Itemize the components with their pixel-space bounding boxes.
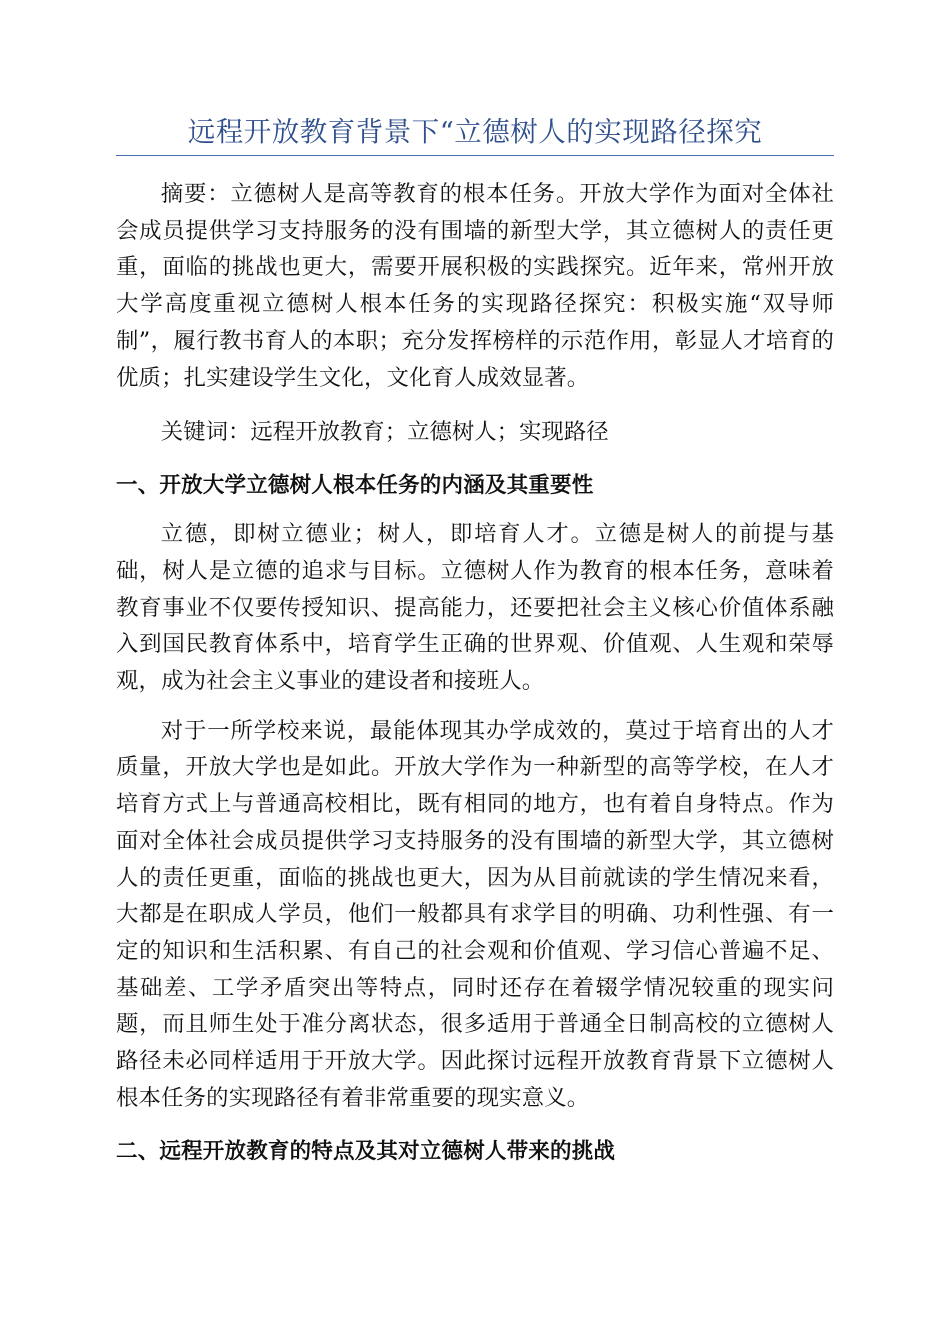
abstract-paragraph: 摘要：立德树人是高等教育的根本任务。开放大学作为面对全体社会成员提供学习支持服务的没有围墙的新型大学，其立德树人的责任更重，面临的挑战也更大，需要开展积极的实践探究。近年来，常州开放大学高度重视立德树人根本任务的实现路径探究：积极实施“双导师制”，履行教书育人的本职；充分发挥榜样的示范作用，彰显人才培育的优质；扎实建设学生文化，文化育人成效显著。 bbox=[116, 181, 834, 391]
title-underline bbox=[116, 155, 834, 156]
section-1-paragraph-2: 对于一所学校来说，最能体现其办学成效的，莫过于培育出的人才质量，开放大学也是如此。开放大学作为一种新型的高等学校，在人才培育方式上与普通高校相比，既有相同的地方，也有着自身特点。作为面对全体社会成员提供学习支持服务的没有围墙的新型大学，其立德树人的责任更重，面临的挑战也更大，因为从目前就读的学生情况来看，大都是在职成人学员，他们一般都具有求学目的明确、功利性强、有一定的知识和生活积累、有自己的社会观和价值观、学习信心普遍不足、基础差、工学矛盾突出等特点，同时还存在着辍学情况较重的现实问题，而且师生处于准分离状态，很多适用于普通全日制高校的立德树人路径未必同样适用于开放大学。因此探讨远程开放教育背景下立德树人根本任务的实现路径有着非常重要的现实意义。 bbox=[116, 717, 834, 1111]
section-heading-2: 二、远程开放教育的特点及其对立德树人带来的挑战 bbox=[116, 1139, 616, 1165]
title-block bbox=[116, 112, 834, 156]
keywords-line: 关键词：远程开放教育；立德树人；实现路径 bbox=[160, 419, 609, 446]
document-title: 远程开放教育背景下“立德树人的实现路径探究 bbox=[187, 116, 763, 148]
section-heading-1: 一、开放大学立德树人根本任务的内涵及其重要性 bbox=[116, 473, 594, 499]
document-body bbox=[116, 176, 834, 1182]
section-1-paragraph-1: 立德，即树立德业；树人，即培育人才。立德是树人的前提与基础，树人是立德的追求与目标。立德树人作为教育的根本任务，意味着教育事业不仅要传授知识、提高能力，还要把社会主义核心价值体系融入到国民教育体系中，培育学生正确的世界观、价值观、人生观和荣辱观，成为社会主义事业的建设者和接班人。 bbox=[116, 521, 834, 695]
